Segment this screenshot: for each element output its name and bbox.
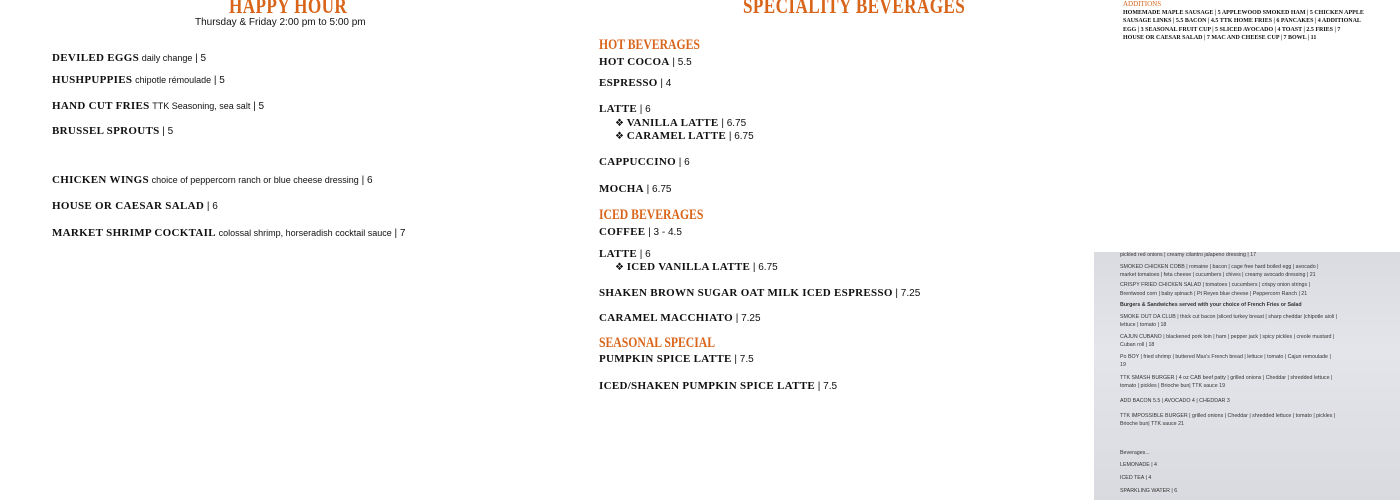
item-price: | 7.25 [735,313,761,324]
menu-item [52,227,405,239]
additions-line: HOUSE OR CAESAR SALAD | 7 MAC AND CHEESE CUP | 7 BOWL | 11 [1123,35,1317,41]
menu-item [599,156,690,168]
photo-line: LEMONADE | 4 [1120,462,1157,468]
item-price: | 6 [639,104,651,115]
item-name: ICED VANILLA LATTE [626,261,751,273]
item-price: | 5 [195,53,207,64]
item-name: CHICKEN WINGS [52,174,149,186]
bullet-icon: ❖ [615,118,624,129]
item-price: | 7.5 [817,381,838,392]
item-price: | 6.75 [752,262,778,273]
photo-line: SMOKED CHICKEN COBB | romaine | bacon | cage free hard boiled egg | avocado | [1120,264,1319,270]
item-name: PUMPKIN SPICE LATTE [599,353,732,365]
photo-line: ADD BACON 5.5 | AVOCADO 4 | CHEDDAR 3 [1120,398,1230,404]
item-name: VANILLA LATTE [626,117,719,129]
item-price: | 3 - 4.5 [648,227,682,238]
item-price: | 6 [678,157,690,168]
photo-line: market tomatoes | feta cheese | cucumbers | chives | creamy avocado dressing | 21 [1120,272,1316,278]
photo-line: Brioche bun| TTK sauce 21 [1120,421,1184,427]
menu-item [599,353,754,365]
item-desc: chipotle rémoulade [135,75,212,85]
item-price: | 4 [660,78,672,89]
seasonal-special-title: SEASONAL SPECIAL [599,335,716,351]
item-name: HUSHPUPPIES [52,74,133,86]
item-name: DEVILED EGGS [52,52,140,64]
item-price: | 6.75 [646,184,672,195]
item-name: HAND CUT FRIES [52,100,150,112]
photo-line: CRISPY FRIED CHICKEN SALAD | tomatoes | cucumbers | crispy onion strings | [1120,282,1310,288]
specialty-title: SPECIALITY BEVERAGES [743,0,966,18]
menu-item [52,174,373,186]
photo-line: CAJUN CUBANO | blackened pork loin | ham | pepper jack | spicy pickles | creole mustard | [1120,334,1335,340]
happy-hour-title: HAPPY HOUR [229,0,348,18]
item-desc: daily change [141,53,193,63]
item-name: ESPRESSO [599,77,658,89]
photo-line: TTK SMASH BURGER | 4 oz CAB beef patty | grilled onions | Cheddar | shredded lettuce | [1120,375,1333,381]
photo-line: Po BOY | fried shrimp | buttered Max's French bread | lettuce | tomato | Cajun remoulade | [1120,354,1331,360]
photo-line: SMOKE OUT DA CLUB | thick cut bacon |sliced turkey breast | sharp cheddar |chipotle aioli | [1120,314,1337,320]
item-name: MARKET SHRIMP COCKTAIL [52,227,216,239]
menu-subitem [615,130,754,142]
item-price: | 7.5 [734,354,754,365]
item-name: HOUSE OR CAESAR SALAD [52,200,205,212]
item-price: | 6.75 [721,118,747,129]
menu-item [52,52,206,64]
additions-title: ADDITIONS [1123,0,1162,8]
photo-line: TTK IMPOSSIBLE BURGER | grilled onions | Cheddar | shredded lettuce | tomato | pickles | [1120,413,1336,419]
photo-line: SPARKLING WATER | 6 [1120,488,1178,494]
item-name: CARAMEL LATTE [626,130,727,142]
item-name: CAPPUCCINO [599,156,676,168]
item-price: | 5.5 [672,57,692,68]
menu-item [599,103,651,115]
photo-line: Brentwood corn | baby spinach | Pt Reyes blue cheese | Peppercorn Ranch | 21 [1120,291,1308,297]
menu-photo [1094,252,1400,500]
item-price: | 6 [639,249,651,260]
item-price: | 6.75 [728,131,754,142]
item-price: | 5 [162,126,174,137]
additions-block [1123,0,1383,43]
photo-line: 19 [1120,362,1126,368]
photo-line: Beverages... [1120,450,1150,456]
photo-line: lettuce | tomato | 18 [1120,322,1167,328]
additions-line: SAUSAGE LINKS | 5.5 BACON | 4.5 TTK HOME FRIES | 6 PANCAKES | 4 ADDITIONAL [1123,18,1361,24]
item-name: MOCHA [599,183,644,195]
item-name: HOT COCOA [599,56,670,68]
item-desc: colossal shrimp, horseradish cocktail sauce [218,228,392,238]
menu-item [599,56,692,68]
menu-item [599,248,651,260]
menu-item [52,74,225,86]
iced-beverages-title: ICED BEVERAGES [599,207,704,223]
item-name: LATTE [599,248,637,260]
menu-item [599,287,920,299]
item-name: BRUSSEL SPROUTS [52,125,160,137]
happy-hour-subtitle: Thursday & Friday 2:00 pm to 5:00 pm [195,17,366,28]
menu-item [599,380,837,392]
item-name: ICED/SHAKEN PUMPKIN SPICE LATTE [599,380,815,392]
menu-item [52,100,264,112]
item-name: COFFEE [599,226,646,238]
item-price: | 6 [361,175,373,186]
item-desc: choice of peppercorn ranch or blue cheese dressing [151,175,359,185]
photo-line: pickled red onions | creamy cilantro jalapeno dressing | 17 [1120,252,1257,258]
item-price: | 7 [394,228,406,239]
item-price: | 6 [206,201,218,212]
menu-item [599,183,671,195]
menu-subitem [615,261,778,273]
photo-line: tomato | pickles | Brioche bun| TTK sauce 19 [1120,383,1226,389]
menu-subitem [615,117,746,129]
photo-line: Burgers & Sandwiches served with your choice of French Fries or Salad [1120,302,1302,308]
photo-line: Cuban roll | 18 [1120,342,1155,348]
menu-item [52,125,173,137]
menu-item [599,312,761,324]
item-name: SHAKEN BROWN SUGAR OAT MILK ICED ESPRESSO [599,287,893,299]
menu-item [599,226,682,238]
item-price: | 5 [253,101,265,112]
menu-item [52,200,218,212]
item-price: | 5 [213,75,225,86]
hot-beverages-title: HOT BEVERAGES [599,37,700,53]
item-price: | 7.25 [895,288,921,299]
item-desc: TTK Seasoning, sea salt [152,101,251,111]
bullet-icon: ❖ [615,262,624,273]
item-name: CARAMEL MACCHIATO [599,312,733,324]
additions-line: EGG | 3 SEASONAL FRUIT CUP | 5 SLICED AVOCADO | 4 TOAST | 2.5 FRIES | 7 [1123,26,1341,33]
photo-line: ICED TEA | 4 [1120,475,1152,481]
menu-item [599,77,671,89]
item-name: LATTE [599,103,637,115]
bullet-icon: ❖ [615,131,624,142]
additions-line: HOMEMADE MAPLE SAUSAGE | 5 APPLEWOOD SMOKED HAM | 5 CHICKEN APPLE [1123,9,1364,16]
